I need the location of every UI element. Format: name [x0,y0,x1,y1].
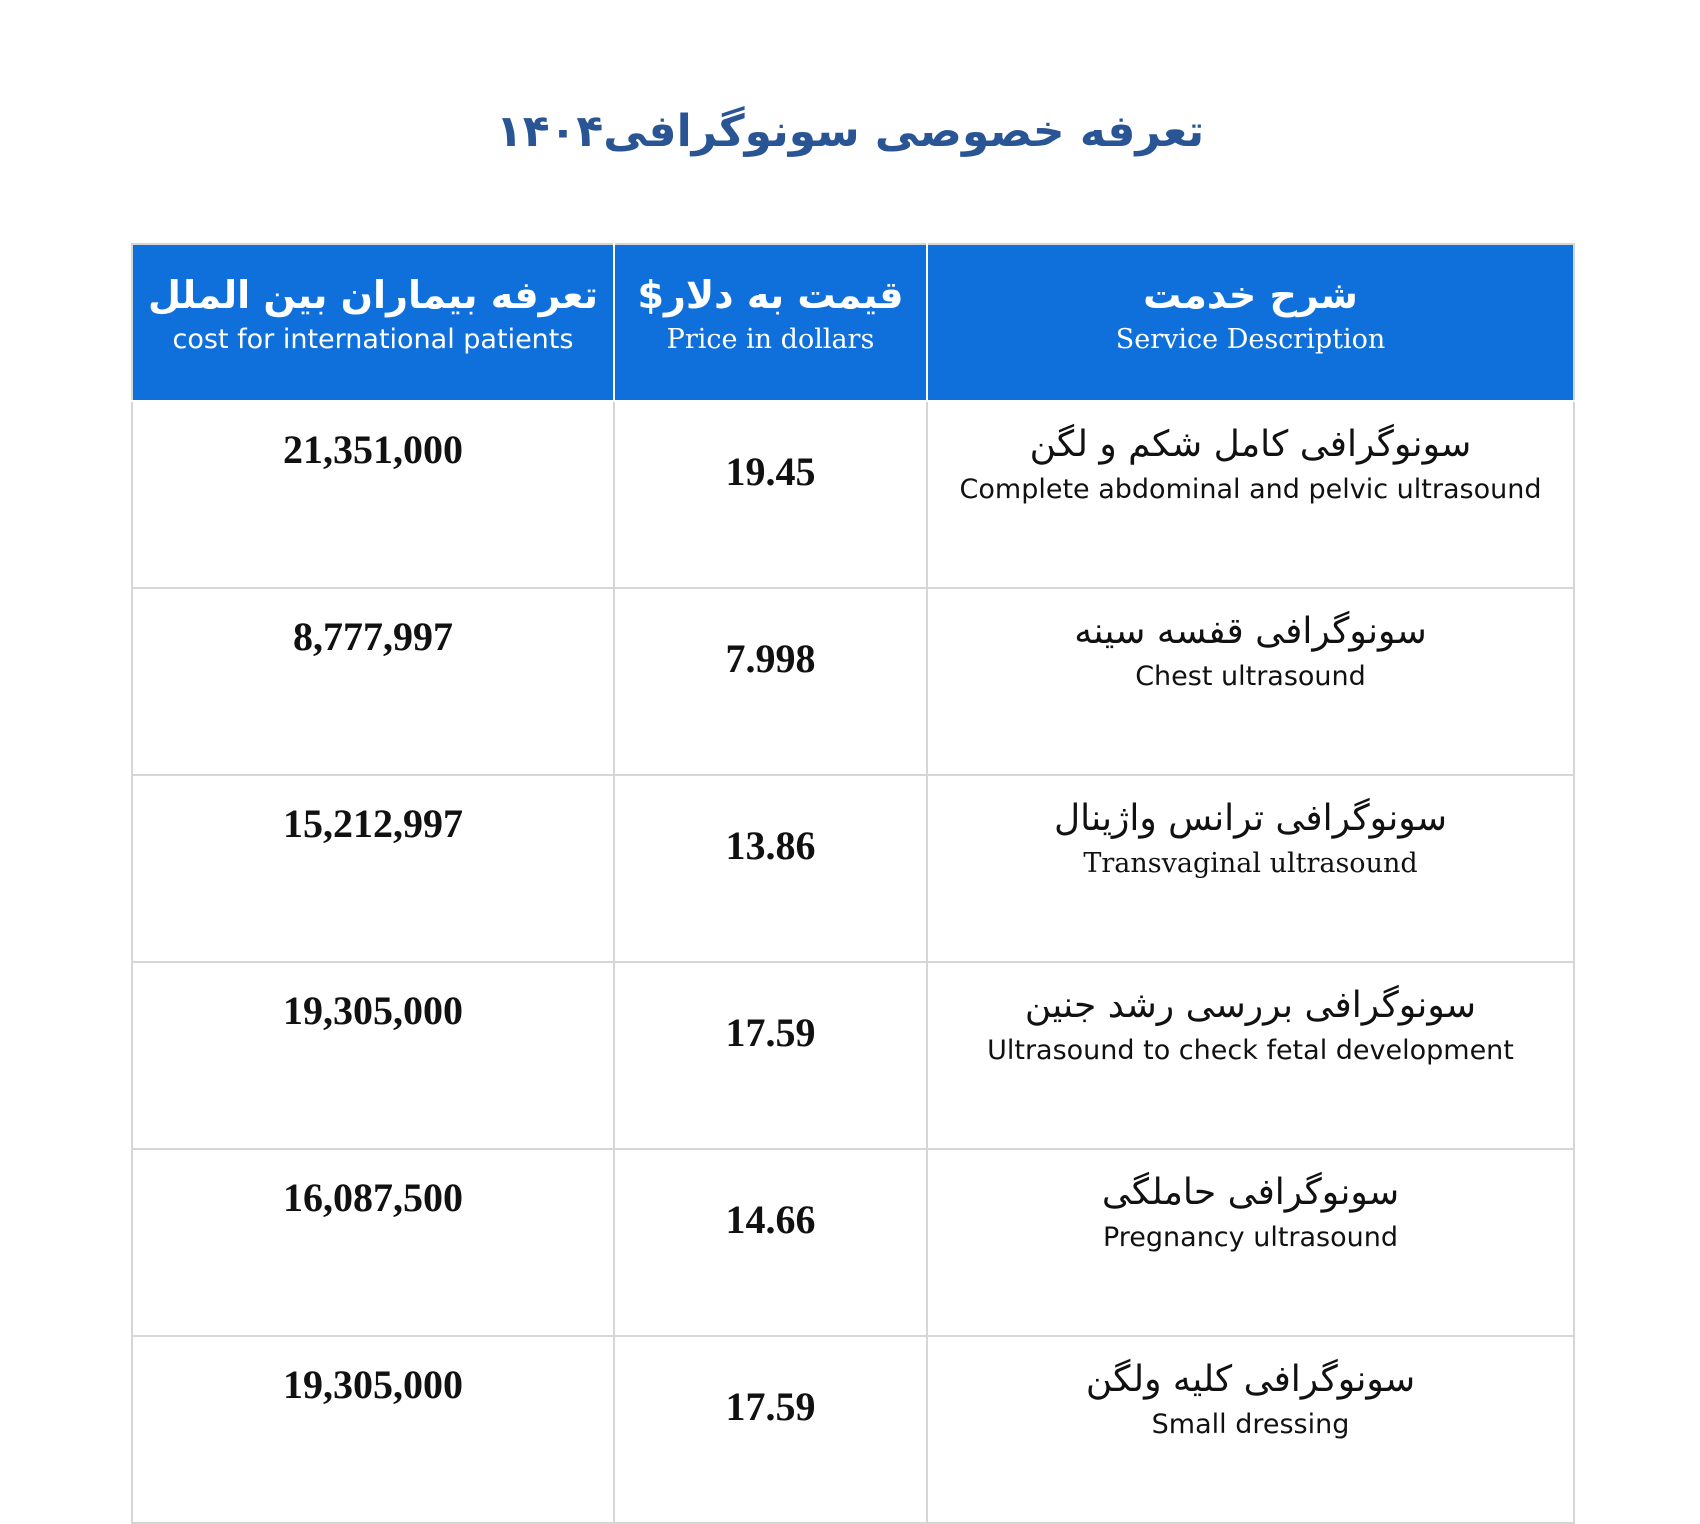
table-row [132,588,1574,775]
table-row [132,962,1574,1149]
table-row [132,1149,1574,1336]
usd-price-cell: 13.86 [614,775,927,962]
service-name-fa: سونوگرافی قفسه سینه [1074,611,1427,652]
cost-cell: 16,087,500 [132,1149,614,1336]
header-service-description [927,244,1574,401]
header-usd-en: Price in dollars [666,324,875,355]
cost-cell: 8,777,997 [132,588,614,775]
table-row [132,401,1574,588]
service-cell [927,775,1574,962]
service-name-fa: سونوگرافی ترانس واژینال [1053,798,1448,839]
usd-price-cell: 14.66 [614,1149,927,1336]
table-row [132,775,1574,962]
cost-cell: 21,351,000 [132,401,614,588]
table-row [132,1336,1574,1523]
service-name-en: Small dressing [1151,1409,1350,1440]
header-usd-fa: قیمت به دلار$ [637,273,904,317]
cost-cell: 19,305,000 [132,1336,614,1523]
usd-price-cell: 17.59 [614,962,927,1149]
header-desc-en: Service Description [1115,324,1386,355]
service-name-fa: سونوگرافی کامل شکم و لگن [1029,424,1472,465]
header-cost-en: cost for international patients [172,324,574,355]
service-cell [927,401,1574,588]
service-cell [927,962,1574,1149]
usd-price-cell: 7.998 [614,588,927,775]
price-table [131,243,1575,1524]
page-title: تعرفه خصوصی سونوگرافی۱۴۰۴ [495,106,1205,157]
service-name-fa: سونوگرافی حاملگی [1101,1172,1400,1213]
service-name-fa: سونوگرافی کلیه ولگن [1085,1359,1416,1400]
header-price-usd [614,244,927,401]
header-cost-international [132,244,614,401]
service-cell [927,1149,1574,1336]
service-name-en: Chest ultrasound [1135,661,1366,692]
header-cost-fa: تعرفه بیماران بین الملل [147,273,598,317]
service-name-fa: سونوگرافی بررسی رشد جنین [1024,985,1477,1026]
cost-cell: 15,212,997 [132,775,614,962]
usd-price-cell: 17.59 [614,1336,927,1523]
service-name-en: Ultrasound to check fetal development [987,1035,1514,1066]
service-name-en: Complete abdominal and pelvic ultrasound [959,474,1542,505]
header-desc-fa: شرح خدمت [1143,273,1358,317]
table-header-row [132,244,1574,401]
cost-cell: 19,305,000 [132,962,614,1149]
service-cell [927,588,1574,775]
service-name-en: Pregnancy ultrasound [1102,1222,1399,1253]
usd-price-cell: 19.45 [614,401,927,588]
service-name-en: Transvaginal ultrasound [1083,848,1418,879]
service-cell [927,1336,1574,1523]
